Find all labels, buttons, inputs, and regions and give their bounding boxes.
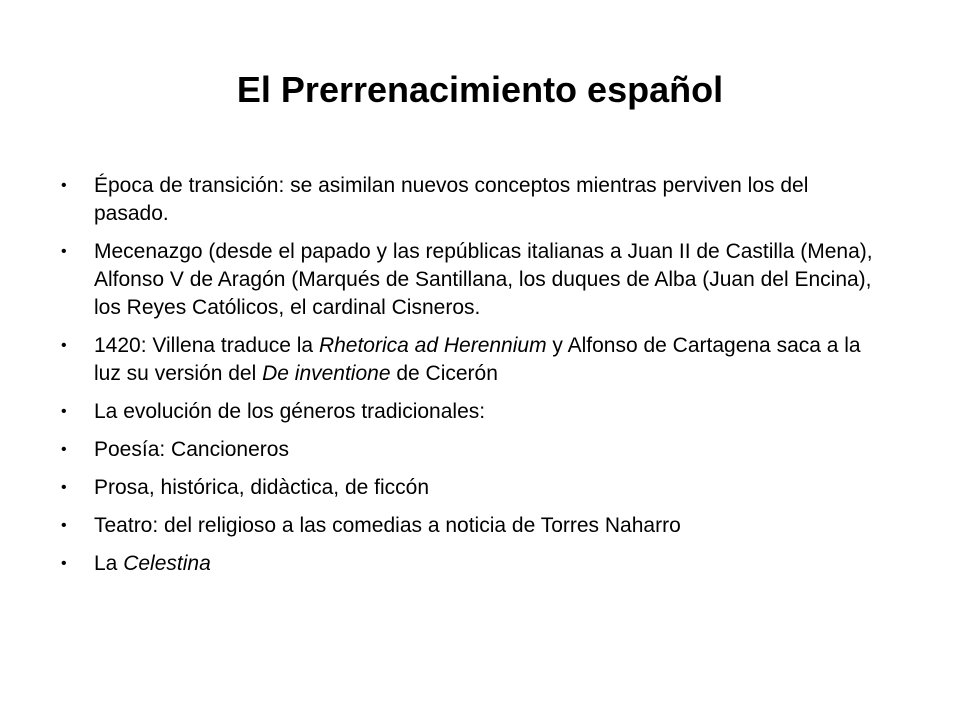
bullet-text-segment: Mecenazgo (desde el papado y las repúblicas italianas a Juan II de Castilla (Mena), Alfonso V de Aragón (Marqués de Santillana, los duques de Alba (Juan del Encina), los Reyes Católicos, el cardinal Cisneros. (94, 240, 873, 319)
bullet-marker: • (61, 243, 67, 260)
bullet-item (59, 398, 879, 426)
bullet-text (94, 334, 861, 385)
bullet-item (59, 550, 879, 578)
bullet-text (94, 552, 211, 575)
bullet-text-segment: La evolución de los géneros tradicionales: (94, 400, 486, 423)
bullet-text-segment: 1420: Villena traduce la (94, 334, 319, 357)
bullet-text (94, 514, 681, 537)
bullet-text (94, 174, 808, 225)
bullet-text (94, 400, 485, 423)
bullet-list (59, 172, 879, 588)
bullet-item (59, 474, 879, 502)
bullet-marker: • (61, 337, 67, 354)
bullet-item (59, 238, 879, 322)
bullet-marker: • (61, 479, 67, 496)
bullet-text-italic: Rhetorica ad Herennium (318, 334, 547, 357)
bullet-text-segment: La (94, 552, 124, 575)
bullet-item (59, 436, 879, 464)
bullet-text (94, 240, 873, 319)
bullet-item (59, 332, 879, 388)
bullet-item (59, 512, 879, 540)
bullet-marker: • (61, 441, 67, 458)
bullet-marker: • (61, 555, 67, 572)
bullet-marker: • (61, 517, 67, 534)
bullet-text-segment: y Alfonso de Cartagena saca a la luz su versión del (94, 334, 861, 385)
bullet-text-italic: De inventione (262, 362, 391, 385)
bullet-text-segment: Poesía: Cancioneros (94, 438, 289, 461)
bullet-marker: • (61, 403, 67, 420)
bullet-text-segment: de Cicerón (390, 362, 498, 385)
bullet-text-segment: Teatro: del religioso a las comedias a noticia de Torres Naharro (94, 514, 681, 537)
bullet-marker: • (61, 177, 67, 194)
bullet-text (94, 476, 429, 499)
slide-title: El Prerrenacimiento español (236, 69, 724, 110)
bullet-item (59, 172, 879, 228)
bullet-text-segment: Época de transición: se asimilan nuevos conceptos mientras perviven los del pasado. (94, 174, 809, 225)
bullet-text-segment: Prosa, histórica, didàctica, de ficcón (94, 476, 429, 499)
bullet-text (94, 438, 289, 461)
bullet-text-italic: Celestina (123, 552, 211, 575)
